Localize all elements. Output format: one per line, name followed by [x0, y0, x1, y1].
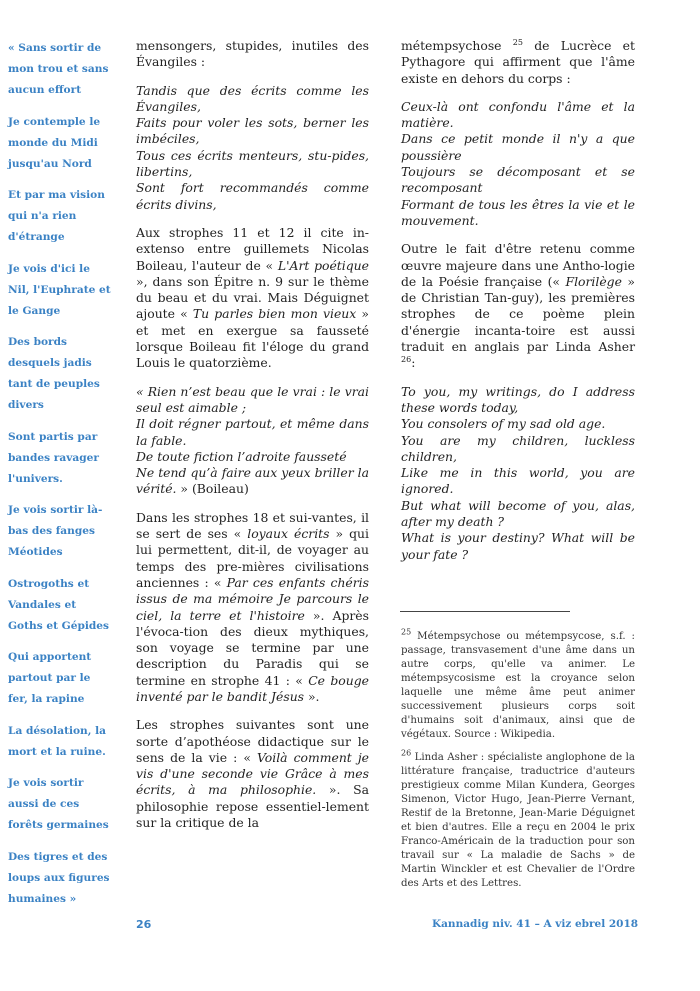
text-run: métempsychose — [401, 38, 513, 53]
text-run: » qui lui permettent, dit-il, de voyager au temps des pre-mières civilisations anciennes : « — [136, 526, 370, 590]
attribution: » (Boileau) — [176, 481, 249, 497]
poem-line: Nil, l'Euphrate et — [8, 283, 111, 296]
poem-stanza — [8, 574, 126, 637]
footnote-number: 26 — [401, 748, 412, 758]
italic-quote: Voilà comment je vis d'une seconde vie Grâce à mes écrits, à ma philosophie. — [136, 749, 370, 798]
poem-stanza — [8, 773, 126, 836]
poem-line: loups aux figures — [8, 871, 110, 884]
poem-stanza — [8, 259, 126, 322]
text-run: Les strophes suivantes sont une sorte d’apothéose didactique sur le sens de la vie : « — [136, 717, 369, 765]
verse-line: Tandis que des écrits comme les Évangiles, — [136, 82, 369, 114]
poem-line: qui n'a rien — [8, 210, 77, 222]
text-run: ». Sa philosophie repose essentiel-lement sur la critique de la — [136, 782, 369, 831]
poem-stanza — [8, 847, 126, 910]
verse-line: Faits pour voler les sots, berner les imbéciles, — [136, 115, 369, 147]
italic-quote: Tu parles bien mon vieux — [192, 306, 357, 322]
poem-line: tant de peuples — [8, 378, 100, 390]
middle-column — [136, 38, 369, 843]
poem-line: aucun effort — [8, 84, 82, 96]
poem-line: mon trou et sans — [8, 63, 109, 75]
verse-line: Tous ces écrits menteurs, stu-pides, libertins, — [136, 147, 369, 180]
poem-line: partout par le — [8, 672, 91, 684]
text-run: ». Après l'évoca-tion des dieux mythiques, son voyage se termine par une description du Paradis qui se termine en strophe 41 : « — [136, 607, 369, 688]
verse-line: Ne tend qu’à faire aux yeux briller la vérité. — [136, 465, 369, 497]
text-run: Outre le fait d'être retenu comme œuvre majeure dans une Antho-logie de la Poésie française (« — [401, 241, 635, 289]
poem-line: mort et la ruine. — [8, 745, 106, 758]
italic-title: L'Art poétique — [277, 257, 369, 273]
poem-line: aussi de ces — [8, 798, 80, 810]
poem-stanza — [8, 185, 126, 248]
text-run: » et met en exergue sa fausseté lorsque Boileau fit l'éloge du grand Louis le quatorzième. — [136, 306, 369, 371]
text-run: Aux strophes 11 et 12 il cite in-extenso entre guillemets Nicolas Boileau, l'auteur de « — [136, 224, 369, 273]
poem-line: Je vois sortir là- — [8, 504, 103, 516]
poem-stanza — [8, 721, 126, 763]
poem-stanza — [8, 500, 126, 563]
verse-line: To you, my writings, do I address these words today, — [401, 383, 635, 415]
poem-line: bandes ravager — [8, 451, 99, 464]
poem-line: divers — [8, 399, 44, 411]
poem-stanza — [8, 112, 126, 175]
page-number: 26 — [136, 918, 152, 931]
poem-line: Goths et Gépides — [8, 619, 110, 632]
text-run: » de Christian Tan-guy), les premières strophes de ce poème plein d'énergie incanta-toire est aussi traduit en anglais par Linda Asher — [401, 273, 635, 355]
poem-line: jusqu'au Nord — [8, 157, 92, 170]
sidebar-poem — [8, 38, 126, 920]
italic-quote: Ce bouge inventé par le bandit Jésus — [136, 672, 369, 704]
poem-line: Ostrogoths et — [8, 577, 90, 590]
poem-line: desquels jadis — [8, 357, 92, 369]
footnote-ref[interactable]: 25 — [512, 37, 523, 47]
paragraph — [136, 225, 369, 372]
poem-line: monde du Midi — [8, 136, 98, 149]
text-run: ». — [304, 688, 320, 704]
verse-line: Sont fort recommandés comme écrits divins, — [136, 180, 369, 212]
poem-line: l'univers. — [8, 472, 63, 485]
poem-stanza — [8, 427, 126, 490]
poem-line: fer, la rapine — [8, 693, 85, 705]
paragraph — [136, 510, 369, 706]
poem-line: Des tigres et des — [8, 850, 108, 863]
verse-quote — [136, 83, 369, 213]
verse-line: You are my children, luckless children, — [401, 432, 635, 464]
poem-stanza — [8, 647, 126, 710]
poem-line: d'étrange — [8, 231, 65, 243]
poem-line: Je contemple le — [8, 115, 101, 128]
verse-quote — [401, 99, 635, 229]
poem-line: Qui apportent — [8, 651, 92, 663]
right-column — [401, 38, 635, 575]
poem-line: Je vois d'ici le — [8, 262, 90, 275]
verse-line: De toute fiction l’adroite fausseté — [136, 448, 347, 464]
italic-quote: Par ces enfants chéris issus de ma mémoire Je parcours le ciel, la terre et l'histoire — [136, 574, 369, 623]
paragraph — [401, 241, 635, 371]
poem-line: le Gange — [8, 304, 61, 317]
verse-line: Like me in this world, you are ignored. — [401, 465, 635, 497]
footnote-text: Linda Asher : spécialiste anglophone de la littérature française, traductrice d'auteurs prestigieux comme Milan Kundera, Georges Simenon, Victor Hugo, Jean-Pierre Vernant, Restif de la Bretonne, Jean-Marie Déguignet et bien d'autres. Elle a reçu en 2004 le prix Franco-Américain de la traduction pour son travail sur « La maladie de Sachs » de Martin Winckler et est Chevalier de l'Ordre des Arts et des Lettres. — [401, 752, 635, 889]
text-run: Dans les strophes 18 et sui-vantes, il se sert de ses « — [136, 509, 369, 542]
poem-line: « Sans sortir de — [8, 42, 102, 54]
verse-line: Ceux-là ont confondu l'âme et la matière. — [401, 98, 635, 131]
boileau-quote — [136, 384, 369, 498]
footnote-number: 25 — [401, 627, 412, 637]
poem-line: Je vois sortir — [8, 777, 84, 789]
paragraph — [401, 38, 635, 87]
paragraph: mensongers, stupides, inutiles des Évangiles : — [136, 38, 369, 70]
text-run: : — [411, 355, 416, 371]
magazine-footer: Kannadig niv. 41 – A viz ebrel 2018 — [432, 918, 639, 930]
poem-stanza — [8, 332, 126, 416]
verse-line: « Rien n’est beau que le vrai : le vrai seul est aimable ; — [136, 383, 369, 415]
poem-line: Méotides — [8, 546, 63, 558]
verse-line: Toujours se décomposant et se recomposant — [401, 164, 635, 196]
poem-line: Sont partis par — [8, 430, 98, 443]
poem-line: Vandales et — [8, 598, 77, 611]
verse-line: Formant de tous les êtres la vie et le mouvement. — [401, 196, 635, 228]
footnote-26 — [401, 748, 635, 891]
footnote-25 — [401, 627, 635, 742]
verse-line: What is your destiny? What will be your fate ? — [401, 530, 635, 562]
text-run: », dans son Épitre n. 9 sur le thème du beau et du vrai. Mais Déguignet ajoute « — [136, 273, 369, 322]
italic-title: Florilège — [565, 273, 622, 289]
verse-line: Dans ce petit monde il n'y a que poussière — [401, 131, 635, 163]
footnotes — [401, 627, 635, 900]
poem-stanza — [8, 38, 126, 101]
verse-line: You consolers of my sad old age. — [401, 416, 606, 432]
poem-line: bas des fanges — [8, 525, 95, 537]
verse-line: Il doit régner partout, et même dans la fable. — [136, 416, 369, 448]
poem-line: Et par ma vision — [8, 189, 105, 201]
footnote-separator — [400, 611, 570, 612]
footnote-text: Métempsychose ou métempsycose, s.f. : passage, transvasement d'une âme dans un autre corps, qu'elle va animer. Le métempsycosisme est la croyance selon laquelle une même âme peut animer successivement plusieurs corps soit d'humains soit d'animaux, ainsi que de végétaux. Source : Wikipedia. — [401, 631, 635, 740]
italic-quote: loyaux écrits — [247, 526, 330, 542]
poem-line: humaines » — [8, 892, 77, 905]
poem-line: forêts germaines — [8, 819, 109, 831]
text-run: de Lucrèce et Pythagore qui affirment que l'âme existe en dehors du corps : — [401, 38, 635, 86]
paragraph — [136, 717, 369, 831]
poem-line: La désolation, la — [8, 724, 107, 737]
verse-line: But what will become of you, alas, after my death ? — [401, 497, 635, 530]
english-verse — [401, 384, 635, 563]
poem-line: Des bords — [8, 336, 68, 348]
footnote-ref[interactable]: 26 — [401, 355, 412, 365]
